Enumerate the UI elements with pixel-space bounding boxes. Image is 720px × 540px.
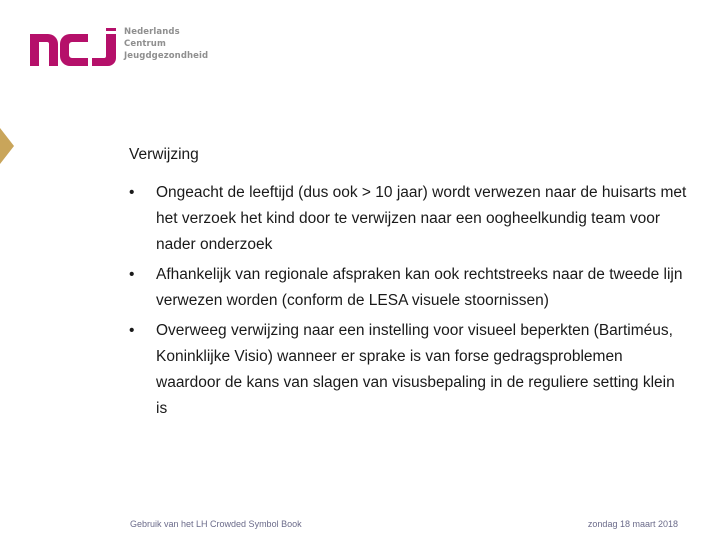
bullet-text: Overweeg verwijzing naar een instelling voor visueel beperkten (Bartiméus, Koninklijke Visio) wanneer er sprake is van forse gedragsproblemen waardoor de kans van slagen van visusbepaling in de reguliere setting klein is bbox=[156, 322, 675, 417]
ncj-logo-mark bbox=[28, 28, 118, 68]
bullet-item-2 bbox=[129, 262, 689, 314]
bullet-symbol: • bbox=[129, 184, 135, 201]
slide-title: Verwijzing bbox=[129, 146, 199, 163]
bullet-text: Ongeacht de leeftijd (dus ook > 10 jaar) wordt verwezen naar de huisarts met het verzoek het kind door te verwijzen naar een oogheelkundig team voor nader onderzoek bbox=[156, 184, 687, 253]
bullet-list bbox=[129, 180, 689, 426]
footer-source: Gebruik van het LH Crowded Symbol Book bbox=[130, 519, 302, 529]
logo-line-3: Jeugdgezondheid bbox=[124, 51, 209, 61]
logo-line-2: Centrum bbox=[124, 39, 166, 49]
bullet-symbol: • bbox=[129, 322, 135, 339]
bullet-text: Afhankelijk van regionale afspraken kan ook rechtstreeks naar de tweede lijn verwezen worden (conform de LESA visuele stoornissen) bbox=[156, 266, 683, 309]
bullet-item-1 bbox=[129, 180, 689, 258]
bullet-symbol: • bbox=[129, 266, 135, 283]
ncj-logo bbox=[28, 26, 208, 70]
logo-line-1: Nederlands bbox=[124, 27, 180, 37]
side-arrow-marker bbox=[0, 128, 14, 164]
footer-date: zondag 18 maart 2018 bbox=[587, 519, 678, 529]
bullet-item-3 bbox=[129, 318, 689, 422]
ncj-logo-text bbox=[124, 26, 208, 62]
